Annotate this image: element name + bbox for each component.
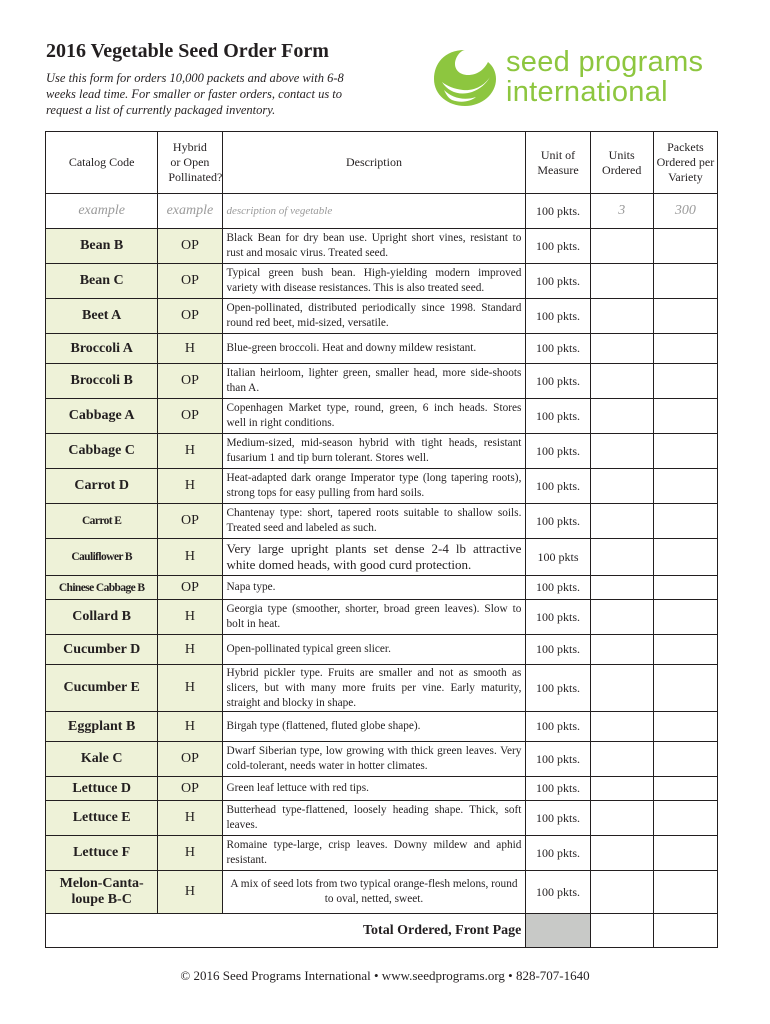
hybrid-cell: OP	[158, 576, 222, 600]
header-units-ordered: Units Ordered	[590, 132, 653, 194]
hybrid-cell: H	[158, 712, 222, 742]
units-ordered-field[interactable]	[590, 665, 653, 712]
table-row	[46, 334, 718, 364]
units-ordered-field[interactable]	[590, 742, 653, 777]
header-hybrid: Hybrid or Open Pollinated?	[158, 132, 222, 194]
hybrid-cell: OP	[158, 264, 222, 299]
catalog-code-cell: Cabbage A	[46, 399, 158, 434]
catalog-code-cell: Broccoli A	[46, 334, 158, 364]
hybrid-cell: H	[158, 871, 222, 914]
total-row	[46, 914, 718, 948]
total-packets-field[interactable]	[653, 914, 717, 948]
description-cell: Romaine type-large, crisp leaves. Downy mildew and aphid resistant.	[222, 836, 526, 871]
unit-cell: 100 pkts.	[526, 777, 590, 801]
catalog-code-cell: Lettuce E	[46, 801, 158, 836]
packets-ordered-field[interactable]	[653, 334, 717, 364]
catalog-code-cell: Carrot E	[46, 504, 158, 539]
unit-cell: 100 pkts.	[526, 742, 590, 777]
unit-cell: 100 pkts.	[526, 264, 590, 299]
hybrid-cell: H	[158, 836, 222, 871]
table-row	[46, 434, 718, 469]
unit-cell: 100 pkts.	[526, 836, 590, 871]
catalog-code-cell: Melon-Canta-loupe B-C	[46, 871, 158, 914]
table-row	[46, 836, 718, 871]
unit-cell: 100 pkts.	[526, 712, 590, 742]
hybrid-cell: H	[158, 665, 222, 712]
units-ordered-field[interactable]	[590, 801, 653, 836]
units-ordered-field[interactable]	[590, 576, 653, 600]
description-cell: Georgia type (smoother, shorter, broad green leaves). Slow to bolt in heat.	[222, 600, 526, 635]
table-row	[46, 229, 718, 264]
total-shaded-cell	[526, 914, 590, 948]
description-cell: Open-pollinated, distributed periodically since 1998. Standard round red beet, mid-sized, versatile.	[222, 299, 526, 334]
hybrid-cell: OP	[158, 742, 222, 777]
packets-ordered-field[interactable]	[653, 635, 717, 665]
units-ordered-field[interactable]	[590, 229, 653, 264]
description-cell: Medium-sized, mid-season hybrid with tight heads, resistant fusarium 1 and tip burn tolerant. Stores well.	[222, 434, 526, 469]
table-header-row	[46, 132, 718, 194]
unit-cell: 100 pkts.	[526, 801, 590, 836]
description-cell: Open-pollinated typical green slicer.	[222, 635, 526, 665]
units-ordered-field[interactable]	[590, 836, 653, 871]
page-title: 2016 Vegetable Seed Order Form	[46, 40, 329, 62]
header-catalog-code: Catalog Code	[46, 132, 158, 194]
catalog-code-cell: Lettuce D	[46, 777, 158, 801]
units-ordered-field[interactable]	[590, 434, 653, 469]
units-ordered-field[interactable]	[590, 399, 653, 434]
logo-text-line2: international	[506, 76, 668, 108]
table-row	[46, 504, 718, 539]
example-hybrid: example	[158, 194, 222, 229]
example-packets: 300	[653, 194, 717, 229]
table-row	[46, 801, 718, 836]
unit-cell: 100 pkts.	[526, 635, 590, 665]
description-cell: Black Bean for dry bean use. Upright short vines, resistant to rust and mosaic virus. Treated seed.	[222, 229, 526, 264]
packets-ordered-field[interactable]	[653, 665, 717, 712]
description-cell: Dwarf Siberian type, low growing with thick green leaves. Very cold-tolerant, needs water in hotter climates.	[222, 742, 526, 777]
example-description: description of vegetable	[222, 194, 526, 229]
description-cell: Typical green bush bean. High-yielding modern improved variety with disease resistances. This is also treated seed.	[222, 264, 526, 299]
header-packets-ordered: Packets Ordered per Variety	[653, 132, 717, 194]
footer-text: © 2016 Seed Programs International • www.seedprograms.org • 828-707-1640	[180, 968, 590, 983]
description-cell: Chantenay type: short, tapered roots suitable to shallow soils. Treated seed and labeled as such.	[222, 504, 526, 539]
units-ordered-field[interactable]	[590, 504, 653, 539]
units-ordered-field[interactable]	[590, 635, 653, 665]
packets-ordered-field[interactable]	[653, 299, 717, 334]
description-cell: Copenhagen Market type, round, green, 6 inch heads. Stores well in right conditions.	[222, 399, 526, 434]
table-row	[46, 399, 718, 434]
table-row	[46, 742, 718, 777]
hybrid-cell: H	[158, 801, 222, 836]
hybrid-cell: OP	[158, 777, 222, 801]
catalog-code-cell: Lettuce F	[46, 836, 158, 871]
units-ordered-field[interactable]	[590, 539, 653, 576]
description-cell: Blue-green broccoli. Heat and downy mildew resistant.	[222, 334, 526, 364]
packets-ordered-field[interactable]	[653, 600, 717, 635]
table-row	[46, 871, 718, 914]
description-cell: Hybrid pickler type. Fruits are smaller and not as smooth as slicers, but with many more fruits per vine. Early maturity, straight and blocky in shape.	[222, 665, 526, 712]
catalog-code-cell: Cauliflower B	[46, 539, 158, 576]
unit-cell: 100 pkts.	[526, 229, 590, 264]
example-code: example	[46, 194, 158, 229]
packets-ordered-field[interactable]	[653, 264, 717, 299]
units-ordered-field[interactable]	[590, 364, 653, 399]
catalog-code-cell: Eggplant B	[46, 712, 158, 742]
packets-ordered-field[interactable]	[653, 469, 717, 504]
packets-ordered-field[interactable]	[653, 504, 717, 539]
unit-cell: 100 pkts.	[526, 334, 590, 364]
table-row	[46, 635, 718, 665]
header-unit-of-measure: Unit of Measure	[526, 132, 590, 194]
units-ordered-field[interactable]	[590, 777, 653, 801]
hybrid-cell: H	[158, 635, 222, 665]
packets-ordered-field[interactable]	[653, 434, 717, 469]
unit-cell: 100 pkts.	[526, 665, 590, 712]
hybrid-cell: OP	[158, 229, 222, 264]
unit-cell: 100 pkts.	[526, 469, 590, 504]
catalog-code-cell: Cucumber D	[46, 635, 158, 665]
table-row	[46, 576, 718, 600]
table-row	[46, 600, 718, 635]
unit-cell: 100 pkts.	[526, 600, 590, 635]
unit-cell: 100 pkts.	[526, 434, 590, 469]
total-label: Total Ordered, Front Page	[46, 914, 526, 948]
unit-cell: 100 pkts.	[526, 576, 590, 600]
unit-cell: 100 pkts.	[526, 871, 590, 914]
hybrid-cell: H	[158, 434, 222, 469]
table-row	[46, 777, 718, 801]
description-cell: Napa type.	[222, 576, 526, 600]
unit-cell: 100 pkts.	[526, 399, 590, 434]
catalog-code-cell: Carrot D	[46, 469, 158, 504]
description-cell: Butterhead type-flattened, loosely heading shape. Thick, soft leaves.	[222, 801, 526, 836]
hybrid-cell: OP	[158, 399, 222, 434]
catalog-code-cell: Collard B	[46, 600, 158, 635]
example-units: 3	[590, 194, 653, 229]
packets-ordered-field[interactable]	[653, 712, 717, 742]
table-row	[46, 469, 718, 504]
header-description: Description	[222, 132, 526, 194]
description-cell: Italian heirloom, lighter green, smaller head, more side-shoots than A.	[222, 364, 526, 399]
packets-ordered-field[interactable]	[653, 871, 717, 914]
catalog-code-cell: Cabbage C	[46, 434, 158, 469]
hybrid-cell: H	[158, 469, 222, 504]
seed-leaf-logo-icon	[430, 46, 500, 110]
table-row	[46, 539, 718, 576]
table-row	[46, 665, 718, 712]
description-cell: Very large upright plants set dense 2-4 lb attractive white domed heads, with good curd protection.	[222, 539, 526, 576]
unit-cell: 100 pkts.	[526, 299, 590, 334]
unit-cell: 100 pkts.	[526, 504, 590, 539]
packets-ordered-field[interactable]	[653, 399, 717, 434]
table-row	[46, 712, 718, 742]
units-ordered-field[interactable]	[590, 334, 653, 364]
packets-ordered-field[interactable]	[653, 576, 717, 600]
hybrid-cell: OP	[158, 364, 222, 399]
logo-text-line1: seed programs	[506, 46, 704, 78]
hybrid-cell: OP	[158, 504, 222, 539]
hybrid-cell: H	[158, 334, 222, 364]
catalog-code-cell: Cucumber E	[46, 665, 158, 712]
unit-cell: 100 pkts.	[526, 364, 590, 399]
hybrid-cell: H	[158, 539, 222, 576]
units-ordered-field[interactable]	[590, 600, 653, 635]
table-row	[46, 299, 718, 334]
units-ordered-field[interactable]	[590, 469, 653, 504]
packets-ordered-field[interactable]	[653, 836, 717, 871]
seed-programs-logo	[430, 44, 730, 114]
description-cell: Heat-adapted dark orange Imperator type (long tapering roots), strong tops for easy pulling from hard soils.	[222, 469, 526, 504]
total-units-field[interactable]	[590, 914, 653, 948]
hybrid-cell: H	[158, 600, 222, 635]
description-cell: Birgah type (flattened, fluted globe shape).	[222, 712, 526, 742]
catalog-code-cell: Bean C	[46, 264, 158, 299]
seed-order-table	[45, 131, 718, 948]
packets-ordered-field[interactable]	[653, 539, 717, 576]
packets-ordered-field[interactable]	[653, 801, 717, 836]
units-ordered-field[interactable]	[590, 712, 653, 742]
example-unit: 100 pkts.	[526, 194, 590, 229]
packets-ordered-field[interactable]	[653, 229, 717, 264]
catalog-code-cell: Broccoli B	[46, 364, 158, 399]
units-ordered-field[interactable]	[590, 264, 653, 299]
units-ordered-field[interactable]	[590, 871, 653, 914]
catalog-code-cell: Bean B	[46, 229, 158, 264]
example-row	[46, 194, 718, 229]
units-ordered-field[interactable]	[590, 299, 653, 334]
description-cell: A mix of seed lots from two typical orange-flesh melons, round to oval, netted, sweet.	[222, 871, 526, 914]
table-row	[46, 364, 718, 399]
table-row	[46, 264, 718, 299]
packets-ordered-field[interactable]	[653, 742, 717, 777]
catalog-code-cell: Beet A	[46, 299, 158, 334]
catalog-code-cell: Chinese Cabbage B	[46, 576, 158, 600]
catalog-code-cell: Kale C	[46, 742, 158, 777]
unit-cell: 100 pkts	[526, 539, 590, 576]
intro-text: Use this form for orders 10,000 packets and above with 6-8 weeks lead time. For smaller or faster orders, contact us to request a list of currently packaged inventory.	[46, 71, 344, 117]
packets-ordered-field[interactable]	[653, 364, 717, 399]
description-cell: Green leaf lettuce with red tips.	[222, 777, 526, 801]
packets-ordered-field[interactable]	[653, 777, 717, 801]
hybrid-cell: OP	[158, 299, 222, 334]
